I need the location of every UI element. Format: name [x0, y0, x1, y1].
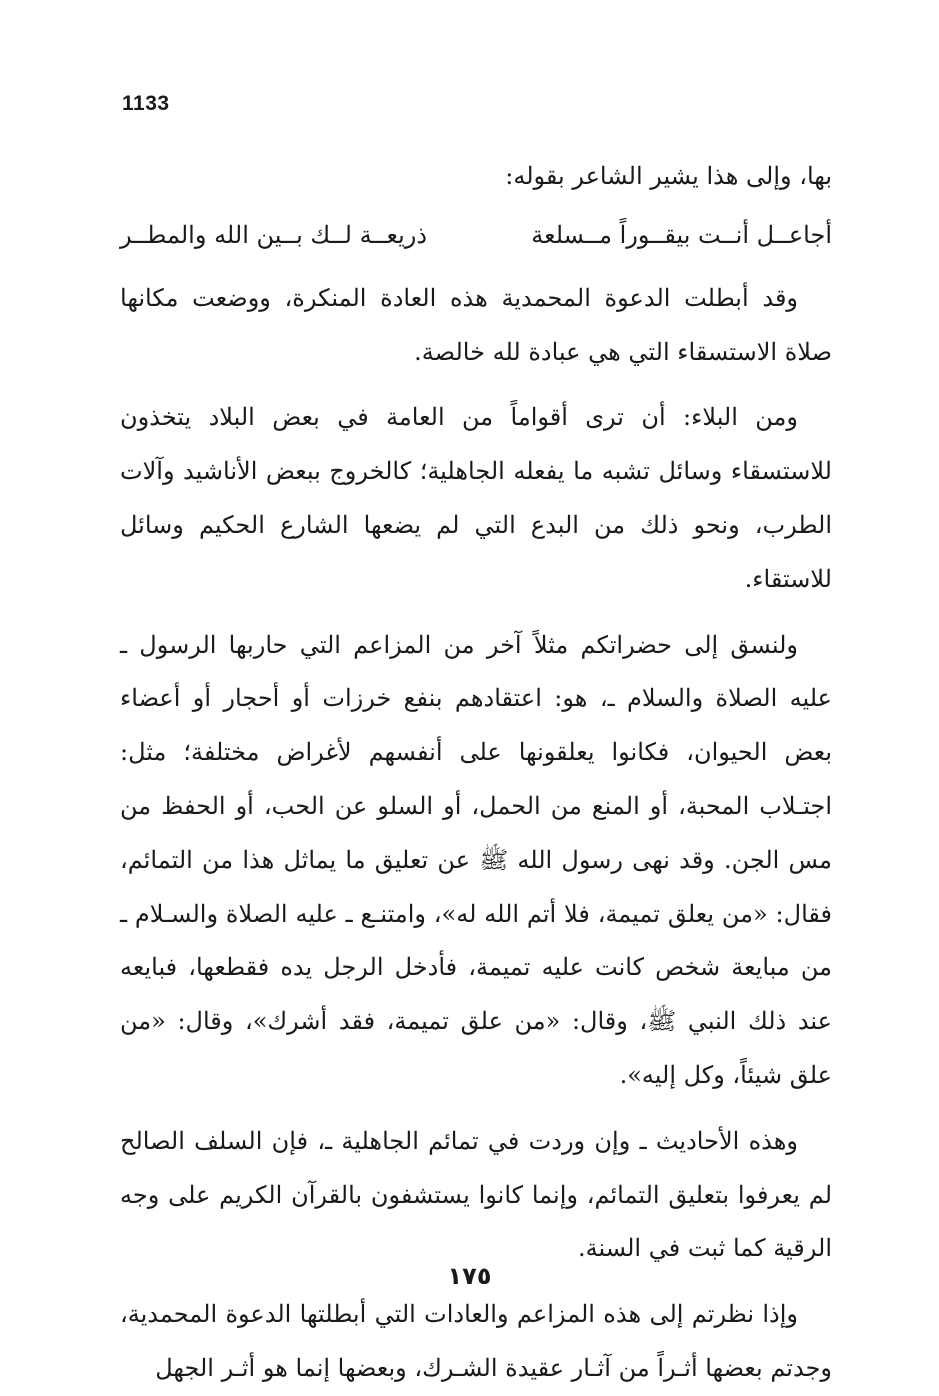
paragraph-1: وقد أبطلت الدعوة المحمدية هذه العادة المنكرة، ووضعت مكانها صلاة الاستسقاء التي هي عبادة لله خالصة. — [120, 283, 832, 366]
verse-first-hemistich: أجاعــل أنــت بيقــوراً مــسلعة — [531, 220, 832, 249]
page-number: ١٧٥ — [447, 1262, 492, 1290]
paragraph-2: ومن البلاء: أن ترى أقواماً من العامة في بعض البلاد يتخذون للاستسقاء وسائل تشبه ما يفعله الجاهلية؛ كالخروج ببعض الأناشيد وآلات الطرب، ونحو ذلك من البدع التي لم يضعها الشارع الحكيم وسائل للاستقاء. — [120, 403, 832, 593]
body-text — [120, 150, 832, 1396]
intro-line: بها، وإلى هذا يشير الشاعر بقوله: — [505, 162, 832, 190]
poetry-verse — [120, 206, 832, 264]
paragraph-5: وإذا نظرتم إلى هذه المزاعم والعادات التي أبطلتها الدعوة المحمدية، وجدتم بعضها أثـراً من آثـار عقيدة الشـرك، وبعضها إنما هو أثـر الجهل — [120, 1300, 832, 1382]
paragraph-3: ولنسق إلى حضراتكم مثلاً آخر من المزاعم التي حاربها الرسول ـ عليه الصلاة والسلام ـ، هو: اعتقادهم بنفع خرزات أو أحجار أو أعضاء بعض الحيوان، فكانوا يعلقونها على أنفسهم لأغراض مختلفة؛ مثل: اجتـلاب المحبة، أو المنع من الحمل، أو السلو عن الحب، أو الحفظ من مس الجن. وقد نهى رسول الله ﷺ عن تعليق ما يماثل هذا من التمائم، فقال: «من يعلق تميمة، فلا أتم الله له»، وامتنـع ـ عليه الصلاة والسـلام ـ من مبايعة شخص كانت عليه تميمة، فأدخل الرجل يده فقطعها، فبايعه عند ذلك النبي ﷺ، وقال: «من علق تميمة، فقد أشرك»، وقال: «من علق شيئاً، وكل إليه». — [120, 630, 832, 1089]
folio-number: 1133 — [122, 92, 170, 115]
paragraph-4: وهذه الأحاديث ـ وإن وردت في تمائم الجاهلية ـ، فإن السلف الصالح لم يعرفوا بتعليق التمائم، وإنما كانوا يستشفون بالقرآن الكريم على وجه الرقية كما ثبت في السنة. — [120, 1126, 833, 1263]
verse-second-hemistich: ذريعــة لــك بــين الله والمطــر — [120, 220, 428, 249]
